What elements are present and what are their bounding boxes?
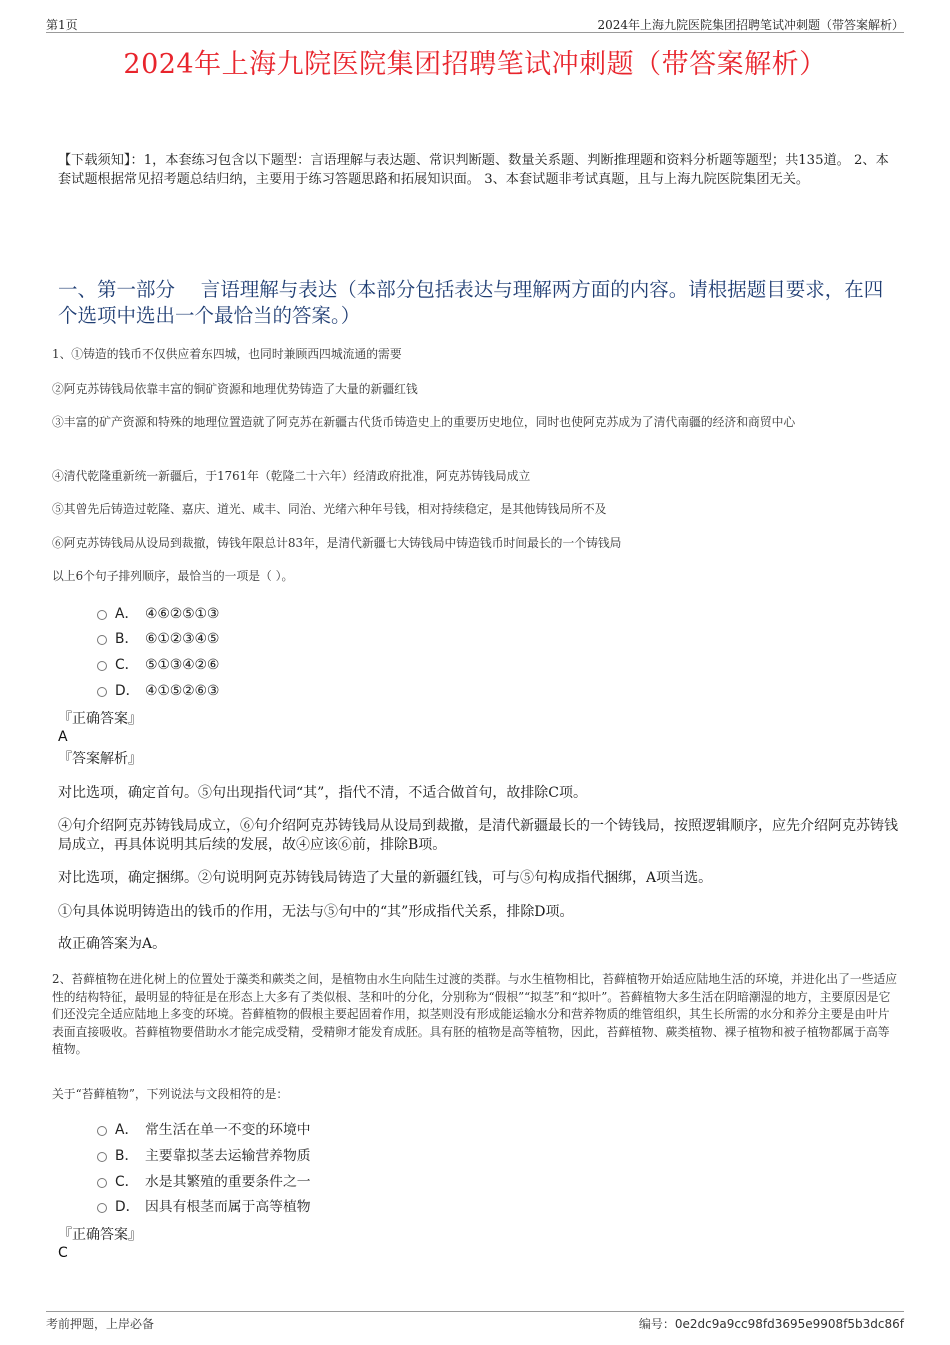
q1-option-d[interactable]: D． ④①⑤②⑥③: [97, 681, 219, 701]
footer-slogan: 考前押题，上岸必备: [46, 1317, 155, 1331]
q1-line-2: ②阿克苏铸钱局依靠丰富的铜矿资源和地理优势铸造了大量的新疆红钱: [52, 382, 418, 396]
q1-line-1: 1、①铸造的钱币不仅供应着东四城，也同时兼顾西四城流通的需要: [52, 347, 402, 361]
q1-option-a[interactable]: A． ④⑥②⑤①③: [97, 604, 219, 624]
q2-option-a[interactable]: A． 常生活在单一不变的环境中: [97, 1120, 311, 1140]
footer-serial: 编号：0e2dc9a9cc98fd3695e9908f5b3dc86f: [638, 1317, 904, 1331]
q1-analysis-3: 对比选项，确定捆绑。②句说明阿克苏铸钱局铸造了大量的新疆红钱，可与⑤句构成指代捆绑，A项当选。: [58, 870, 713, 886]
q1-analysis-2: ④句介绍阿克苏铸钱局成立，⑥句介绍阿克苏铸钱局从设局到裁撤，是清代新疆最长的一个铸钱局，按照逻辑顺序，应先介绍阿克苏铸钱局成立，再具体说明其后续的发展，故④应该⑥前，排除B项。: [58, 818, 898, 853]
page-header: [46, 14, 904, 33]
q2-option-b[interactable]: B． 主要靠拟茎去运输营养物质: [97, 1146, 311, 1166]
q1-option-b[interactable]: B． ⑥①②③④⑤: [97, 629, 219, 649]
q1-option-c[interactable]: C． ⑤①③④②⑥: [97, 655, 219, 675]
q1-line-5: ⑤其曾先后铸造过乾隆、嘉庆、道光、咸丰、同治、光绪六种年号钱，相对持续稳定，是其他铸钱局所不及: [52, 502, 607, 516]
q1-analysis-label: 『答案解析』: [58, 751, 142, 767]
q1-analysis-5: 故正确答案为A。: [58, 936, 167, 952]
header-doc-title: 2024年上海九院医院集团招聘笔试冲刺题（带答案解析）: [597, 18, 904, 32]
q1-correct-label: 『正确答案』: [58, 711, 142, 727]
q1-question: 以上6个句子排列顺序，最恰当的一项是（ ）。: [52, 569, 294, 583]
q1-line-3: ③丰富的矿产资源和特殊的地理位置造就了阿克苏在新疆古代货币铸造史上的重要历史地位，同时也使阿克苏成为了清代南疆的经济和商贸中心: [52, 415, 796, 429]
q1-line-4: ④清代乾隆重新统一新疆后，于1761年（乾隆二十六年）经清政府批准，阿克苏铸钱局成立: [52, 469, 531, 483]
radio-icon[interactable]: [97, 610, 107, 620]
q2-correct-answer: C: [58, 1245, 68, 1261]
q2-option-c[interactable]: C． 水是其繁殖的重要条件之一: [97, 1172, 311, 1192]
radio-icon[interactable]: [97, 1152, 107, 1162]
radio-icon[interactable]: [97, 661, 107, 671]
q2-question: 关于“苔藓植物”，下列说法与文段相符的是：: [52, 1087, 289, 1101]
q1-correct-answer: A: [58, 729, 68, 745]
radio-icon[interactable]: [97, 687, 107, 697]
q2-option-d[interactable]: D． 因具有根茎而属于高等植物: [97, 1197, 311, 1217]
q1-analysis-4: ①句具体说明铸造出的钱币的作用，无法与⑤句中的“其”形成指代关系，排除D项。: [58, 904, 574, 920]
q2-correct-label: 『正确答案』: [58, 1227, 142, 1243]
page-number: 第1页: [46, 18, 78, 32]
page-footer: [46, 1311, 904, 1334]
q1-line-6: ⑥阿克苏铸钱局从设局到裁撤，铸钱年限总计83年，是清代新疆七大铸钱局中铸造钱币时间最长的一个铸钱局: [52, 536, 622, 550]
q1-analysis-1: 对比选项，确定首句。⑤句出现指代词“其”，指代不清，不适合做首句，故排除C项。: [58, 785, 588, 801]
radio-icon[interactable]: [97, 635, 107, 645]
radio-icon[interactable]: [97, 1178, 107, 1188]
document-title: 2024年上海九院医院集团招聘笔试冲刺题（带答案解析）: [123, 49, 827, 80]
radio-icon[interactable]: [97, 1126, 107, 1136]
download-notice: 【下载须知】：1，本套练习包含以下题型：言语理解与表达题、常识判断题、数量关系题、判断推理题和资料分析题等题型；共135道。 2、本套试题根据常见招考题总结归纳，主要用于练习答题思路和拓展知识面。 3、本套试题非考试真题，且与上海九院医院集团无关。: [58, 153, 889, 187]
radio-icon[interactable]: [97, 1203, 107, 1213]
section-heading: 一、第一部分 言语理解与表达（本部分包括表达与理解两方面的内容。请根据题目要求，在四个选项中选出一个最恰当的答案。）: [58, 278, 884, 327]
q2-passage: 2、苔藓植物在进化树上的位置处于藻类和蕨类之间，是植物由水生向陆生过渡的类群。与水生植物相比，苔藓植物开始适应陆地生活的环境，并进化出了一些适应性的结构特征，最明显的特征是在形态上大多有了类似根、茎和叶的分化，分别称为“假根”“拟茎”和“拟叶”。苔藓植物大多生活在阴暗潮湿的地方，主要原因是它们还没完全适应陆地上多变的环境。苔藓植物的假根主要起固着作用，拟茎则没有形成能运输水分和营养物质的维管组织，其生长所需的水分和养分主要是由叶片表面直接吸收。苔藓植物要借助水才能完成受精，受精卵才能发育成胚。具有胚的植物是高等植物，因此，苔藓植物、蕨类植物、裸子植物和被子植物都属于高等植物。: [52, 972, 898, 1056]
